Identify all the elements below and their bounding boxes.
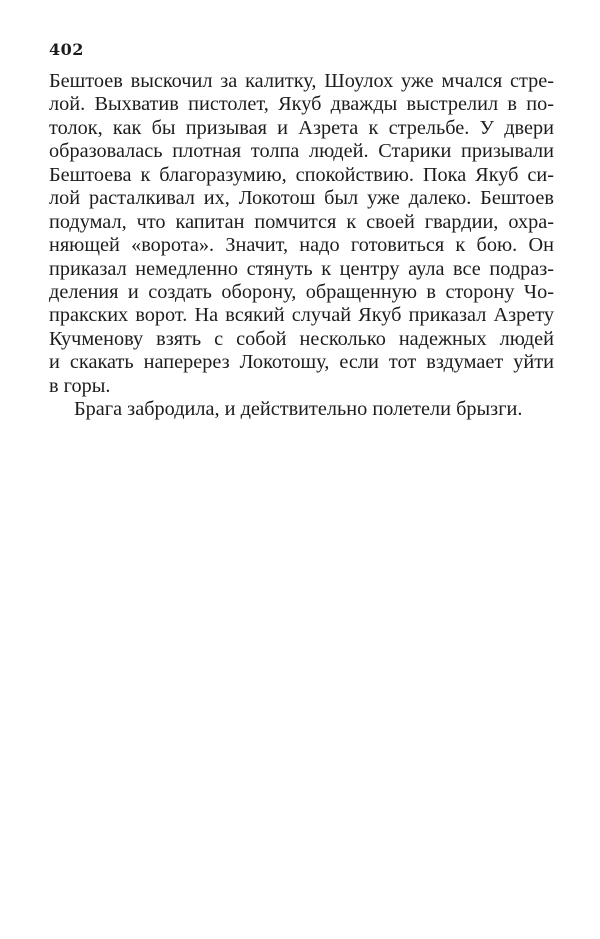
text-line: Бештоева к благоразумию, спокойствию. Пока Якуб си- xyxy=(49,163,554,186)
text-line: и скакать наперерез Локотошу, если тот вздумает уйти xyxy=(49,351,554,374)
page-number: 402 xyxy=(49,40,84,59)
text-line: лой расталкивал их, Локотош был уже далеко. Бештоев xyxy=(49,187,554,210)
text-line: приказал немедленно стянуть к центру аула все подраз- xyxy=(49,257,554,280)
text-line: няющей «ворота». Значит, надо готовиться к бою. Он xyxy=(49,234,554,257)
text-line: Кучменову взять с собой несколько надежных людей xyxy=(49,327,554,350)
text-line: Бештоев выскочил за калитку, Шоулох уже мчался стре- xyxy=(49,70,554,92)
text-line: подумал, что капитан помчится к своей гвардии, охра- xyxy=(49,210,554,233)
text-line: пракских ворот. На всякий случай Якуб приказал Азрету xyxy=(49,304,554,327)
text-line: деления и создать оборону, обращенную в сторону Чо- xyxy=(49,280,554,303)
text-line: Брага забродила, и действительно полетели брызги. xyxy=(74,398,523,421)
body-text xyxy=(49,70,554,422)
text-line: в горы. xyxy=(49,374,111,397)
text-line: толок, как бы призывая и Азрета к стрельбе. У двери xyxy=(49,116,554,139)
text-line: лой. Выхватив пистолет, Якуб дважды выстрелил в по- xyxy=(49,93,554,116)
text-line: образовалась плотная толпа людей. Старики призывали xyxy=(49,140,554,163)
